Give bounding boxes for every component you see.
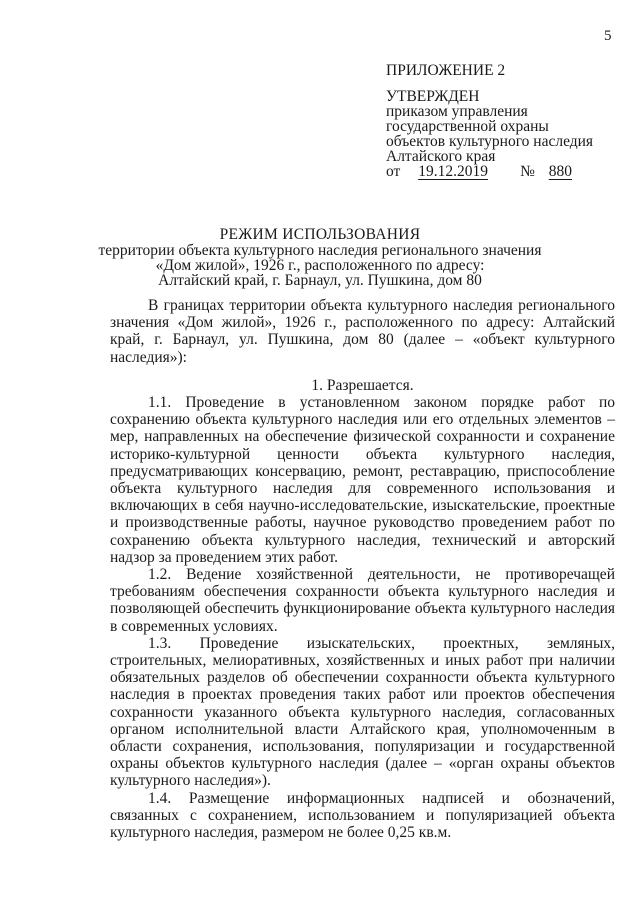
list-item: 1.2. Ведение хозяйственной деятельности, не противоречащей требованиям обеспечения сохранности объекта культурного наследия и позволяющей обеспечить функционирование объекта культурного наследия в современных условиях. — [110, 566, 615, 635]
approval-line: государственной охраны — [386, 118, 549, 135]
document-body — [110, 297, 615, 841]
title-subline: «Дом жилой», 1926 г., расположенного по адресу: — [155, 257, 485, 274]
order-date-number — [386, 163, 583, 181]
approval-line: приказом управления — [386, 103, 528, 120]
list-item: 1.1. Проведение в установленном законом порядке работ по сохранению объекта культурного наследия или его отдельных элементов – мер, направленных на обеспечение физической сохранности и сохранение историко-культурной ценности объекта культурного наследия, предусматривающих консервацию, ремонт, реставрацию, приспособление объекта культурного наследия для современного использования и включающих в себя научно-исследовательские, изыскательские, проектные и производственные работы, научное руководство проведением работ по сохранению объекта культурного наследия, технический и авторский надзор за проведением этих работ. — [110, 394, 615, 566]
order-number: 880 — [548, 163, 572, 180]
intro-paragraph: В границах территории объекта культурного наследия регионального значения «Дом жилой», 1926 г., расположенного по адресу: Алтайский край, г. Барнаул, ул. Пушкина, дом 80 (далее – «объект культурного наследия»): — [110, 297, 615, 366]
page-number: 5 — [604, 28, 612, 44]
order-date: 19.12.2019 — [418, 163, 488, 180]
date-prefix: от — [386, 163, 401, 180]
approved-label: УТВЕРЖДЕН — [386, 88, 480, 105]
number-prefix: № — [520, 163, 535, 180]
list-item: 1.3. Проведение изыскательских, проектных, земляных, строительных, мелиоративных, хозяйственных и иных работ при наличии обязательных разделов об обеспечении сохранности объекта культурного наследия в проектах проведения таких работ или проектов обеспечения сохранности указанного объекта культурного наследия, согласованных органом исполнительной власти Алтайского края, уполномоченным в области сохранения, использования, популяризации и государственной охраны объектов культурного наследия (далее – «орган охраны объектов культурного наследия»). — [110, 634, 615, 790]
approval-line: Алтайского края — [386, 148, 496, 165]
appendix-label: ПРИЛОЖЕНИЕ 2 — [386, 62, 506, 79]
title-subline: Алтайский край, г. Барнаул, ул. Пушкина, дом 80 — [158, 272, 482, 289]
document-title: РЕЖИМ ИСПОЛЬЗОВАНИЯ — [219, 226, 421, 243]
section-title: 1. Разрешается. — [311, 376, 414, 394]
title-subline: территории объекта культурного наследия регионального значения — [98, 242, 542, 259]
approval-line: объектов культурного наследия — [386, 133, 594, 150]
list-item: 1.4. Размещение информационных надписей и обозначений, связанных с сохранением, использованием и популяризацией объекта культурного наследия, размером не более 0,25 кв.м. — [110, 789, 615, 842]
